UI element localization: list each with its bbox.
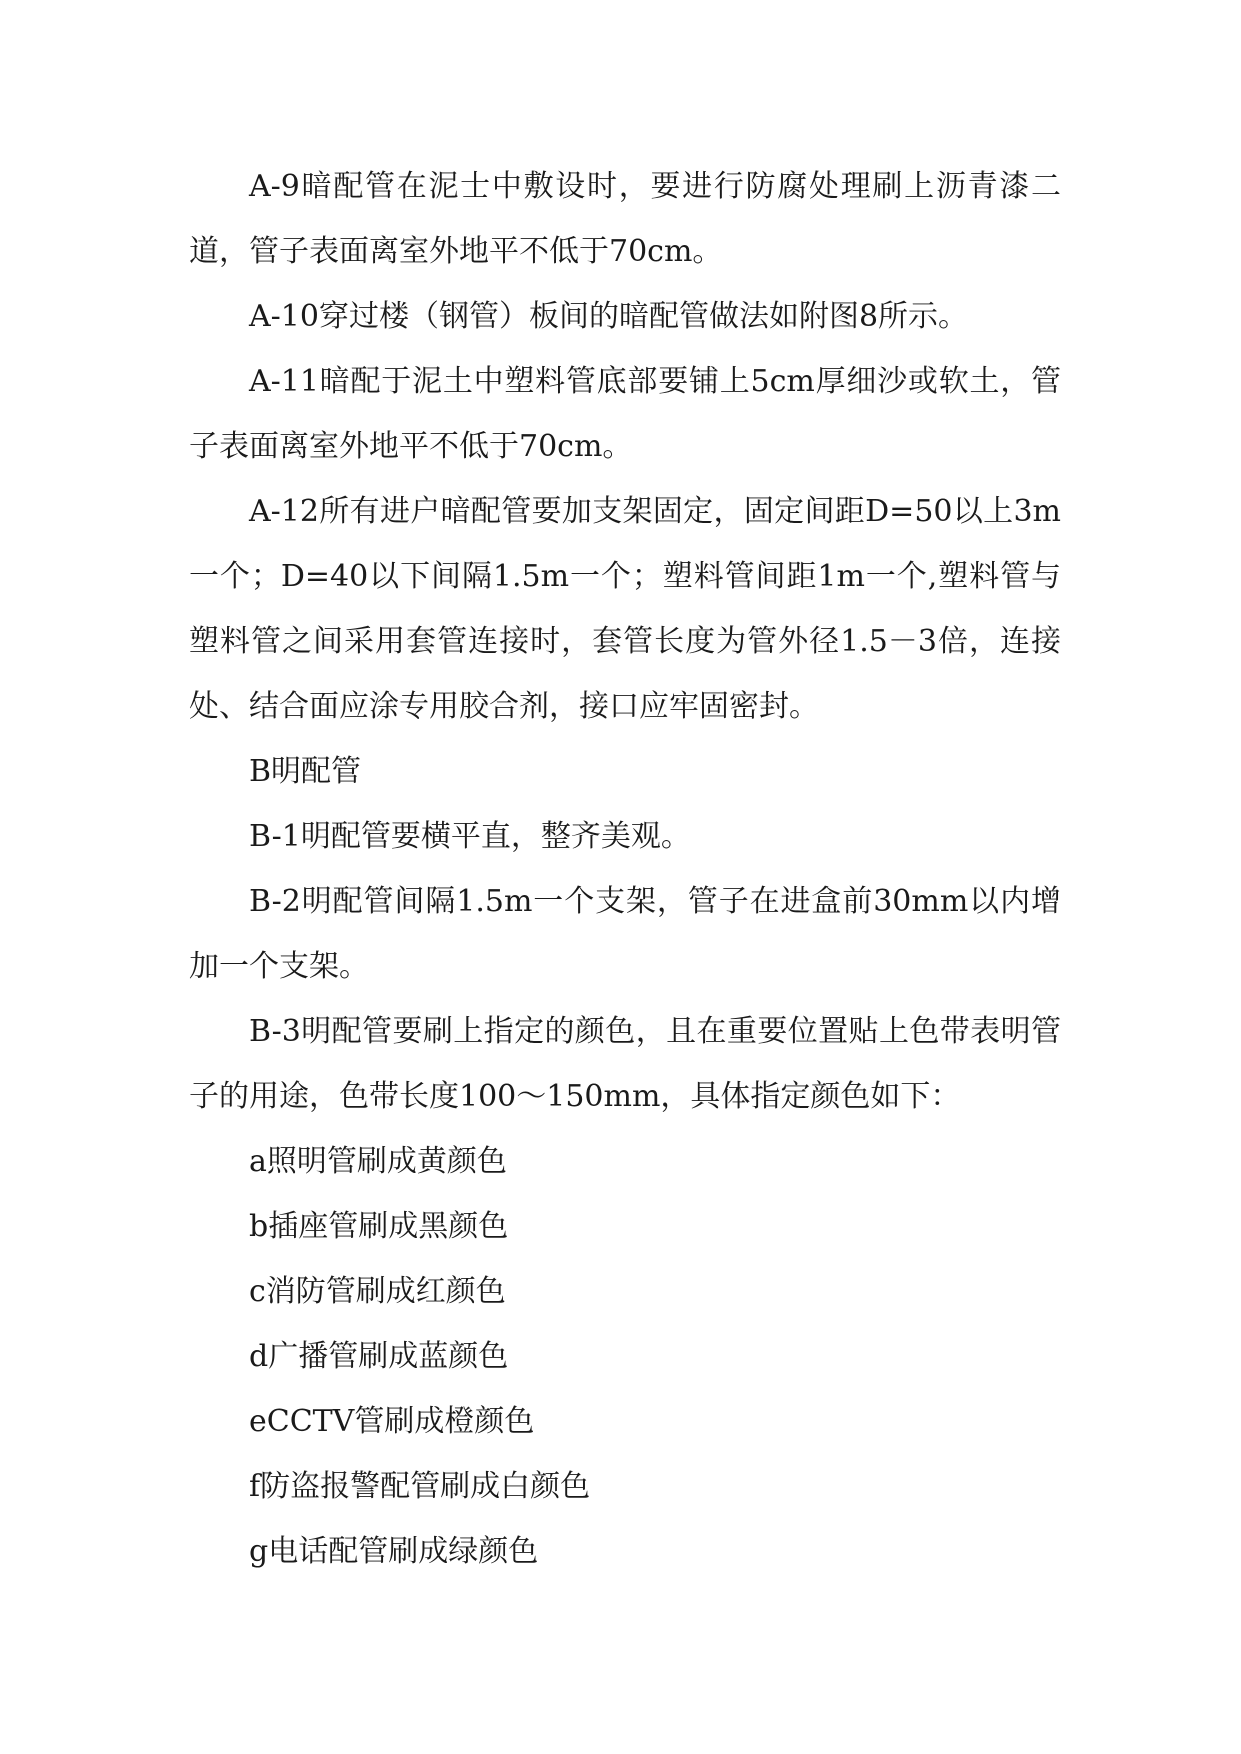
paragraph-b3: B-3明配管要刷上指定的颜色，且在重要位置贴上色带表明管子的用途，色带长度100～150mm，具体指定颜色如下：: [189, 1014, 1061, 1114]
paragraph-a11: A-11暗配于泥土中塑料管底部要铺上5cm厚细沙或软土，管子表面离室外地平不低于70cm。: [189, 364, 1061, 464]
color-item-telephone: g电话配管刷成绿颜色: [249, 1534, 539, 1569]
color-list: [189, 1129, 1061, 1584]
paragraph-a10: A-10穿过楼（钢管）板间的暗配管做法如附图8所示。: [249, 299, 969, 334]
color-item-fire: c消防管刷成红颜色: [249, 1274, 506, 1309]
color-item-alarm: f防盗报警配管刷成白颜色: [249, 1469, 591, 1504]
color-item-lighting: a照明管刷成黄颜色: [249, 1144, 507, 1179]
paragraph-a9: A-9暗配管在泥士中敷设时，要进行防腐处理刷上沥青漆二道，管子表面离室外地平不低于70cm。: [189, 169, 1061, 269]
color-item-socket: b插座管刷成黑颜色: [249, 1209, 509, 1244]
document-body: [189, 154, 1061, 1584]
color-item-cctv: eCCTV管刷成橙颜色: [249, 1404, 535, 1439]
color-item-broadcast: d广播管刷成蓝颜色: [249, 1339, 509, 1374]
paragraph-a12: A-12所有进户暗配管要加支架固定，固定间距D=50以上3m一个；D=40以下间隔1.5m一个；塑料管间距1m一个,塑料管与塑料管之间采用套管连接时，套管长度为管外径1.5－3倍，连接处、结合面应涂专用胶合剂，接口应牢固密封。: [189, 494, 1061, 724]
paragraph-b2: B-2明配管间隔1.5m一个支架，管子在进盒前30mm以内增加一个支架。: [189, 884, 1061, 984]
section-heading-b: B明配管: [249, 754, 362, 789]
paragraph-b1: B-1明配管要横平直，整齐美观。: [249, 819, 691, 854]
